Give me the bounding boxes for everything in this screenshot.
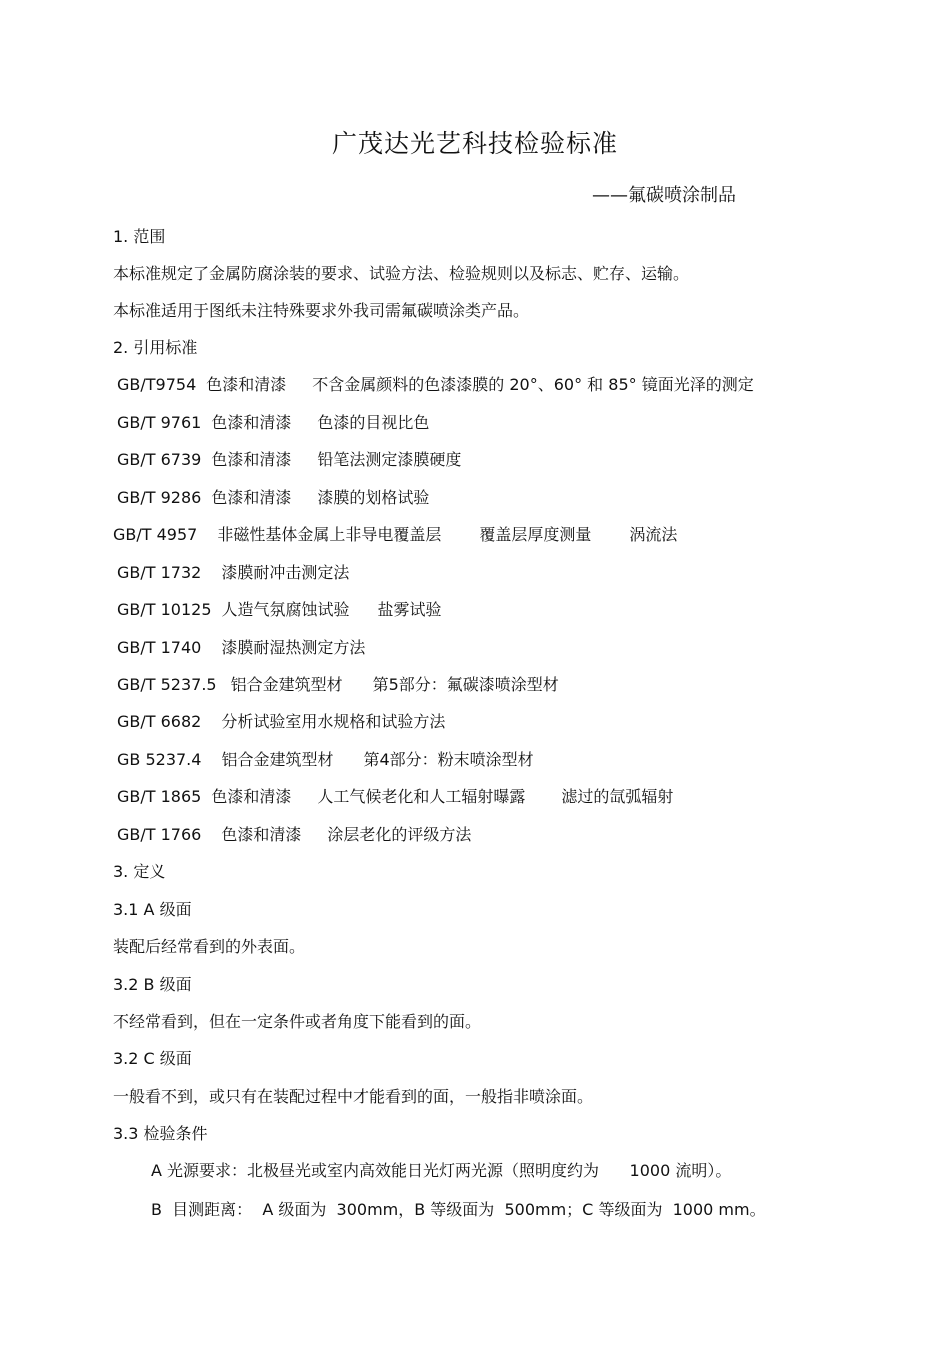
reference-code: GB/T 5237.5 [117,675,217,694]
reference-part-a: 铝合金建筑型材 [230,675,343,694]
reference-item [113,525,677,545]
grade-b-heading: 3.2 B 级面 [113,975,192,994]
reference-code: GB/T 10125 [117,600,212,619]
reference-item [117,638,365,658]
reference-code: GB/T 6682 [117,712,202,731]
reference-code: GB/T 9761 [117,413,202,432]
reference-code: GB/T 4957 [113,525,198,544]
reference-code: GB/T 1732 [117,563,202,582]
reference-item [117,750,534,770]
reference-part-b: 不含金属颜料的色漆漆膜的 20°、60° 和 85° 镜面光泽的测定 [312,375,754,394]
inspection-conditions-heading: 3.3 检验条件 [113,1124,208,1143]
document-subtitle: ——氟碳喷涂制品 [592,185,736,206]
reference-part-a: 铝合金建筑型材 [221,750,334,769]
reference-part-a: 人造气氛腐蚀试验 [221,600,350,619]
reference-part-b: 色漆的目视比色 [317,413,430,432]
section-scope-heading: 1. 范围 [113,227,166,246]
light-source-requirement: A 光源要求：北极昼光或室内高效能日光灯两光源（照明度约为 1000 流明）。 [151,1161,732,1180]
reference-item [117,600,442,620]
reference-part-b: 人工气候老化和人工辐射曝露 [317,787,526,806]
reference-code: GB/T 1865 [117,787,202,806]
reference-code: GB/T9754 [117,375,197,394]
viewing-distance-requirement: B 目测距离： A 级面为 300mm，B 等级面为 500mm；C 等级面为 1000 mm。 [151,1200,766,1219]
reference-part-c: 滤过的氙弧辐射 [561,787,674,806]
reference-item [117,413,429,433]
grade-a-heading: 3.1 A 级面 [113,900,192,919]
reference-part-a: 分析试验室用水规格和试验方法 [221,712,446,731]
reference-code: GB/T 1766 [117,825,202,844]
grade-c-text: 一般看不到，或只有在装配过程中才能看到的面，一般指非喷涂面。 [113,1087,594,1106]
reference-code: GB/T 9286 [117,488,202,507]
reference-part-a: 非磁性基体金属上非导电覆盖层 [217,525,442,544]
reference-item [117,450,461,470]
section-references-heading: 2. 引用标准 [113,338,198,357]
reference-part-b: 漆膜的划格试验 [317,488,430,507]
reference-item [117,712,445,732]
reference-part-a: 色漆和清漆 [206,375,287,394]
reference-part-a: 漆膜耐冲击测定法 [221,563,350,582]
reference-part-c: 涡流法 [629,525,678,544]
reference-code: GB 5237.4 [117,750,202,769]
reference-part-a: 色漆和清漆 [211,488,292,507]
grade-c-heading: 3.2 C 级面 [113,1049,192,1068]
grade-b-text: 不经常看到，但在一定条件或者角度下能看到的面。 [113,1012,482,1031]
document-title: 广茂达光艺科技检验标准 [331,129,618,158]
reference-part-a: 色漆和清漆 [211,450,292,469]
reference-part-b: 第5部分：氟碳漆喷涂型材 [372,675,559,694]
reference-part-a: 色漆和清漆 [221,825,302,844]
scope-paragraph-1: 本标准规定了金属防腐涂装的要求、试验方法、检验规则以及标志、贮存、运输。 [113,264,690,283]
reference-part-a: 色漆和清漆 [211,413,292,432]
reference-code: GB/T 1740 [117,638,202,657]
grade-a-text: 装配后经常看到的外表面。 [113,937,306,956]
reference-item [117,563,349,583]
reference-item [117,787,673,807]
reference-part-b: 盐雾试验 [377,600,442,619]
reference-item [117,488,429,508]
reference-part-b: 覆盖层厚度测量 [479,525,592,544]
reference-code: GB/T 6739 [117,450,202,469]
reference-part-b: 铅笔法测定漆膜硬度 [317,450,462,469]
scope-paragraph-2: 本标准适用于图纸未注特殊要求外我司需氟碳喷涂类产品。 [113,301,530,320]
reference-part-a: 色漆和清漆 [211,787,292,806]
reference-part-a: 漆膜耐湿热测定方法 [221,638,366,657]
section-definitions-heading: 3. 定义 [113,862,166,881]
reference-item [117,825,471,845]
reference-part-b: 第4部分：粉末喷涂型材 [363,750,534,769]
reference-part-b: 涂层老化的评级方法 [327,825,472,844]
reference-item [117,675,559,695]
reference-item [117,375,754,395]
